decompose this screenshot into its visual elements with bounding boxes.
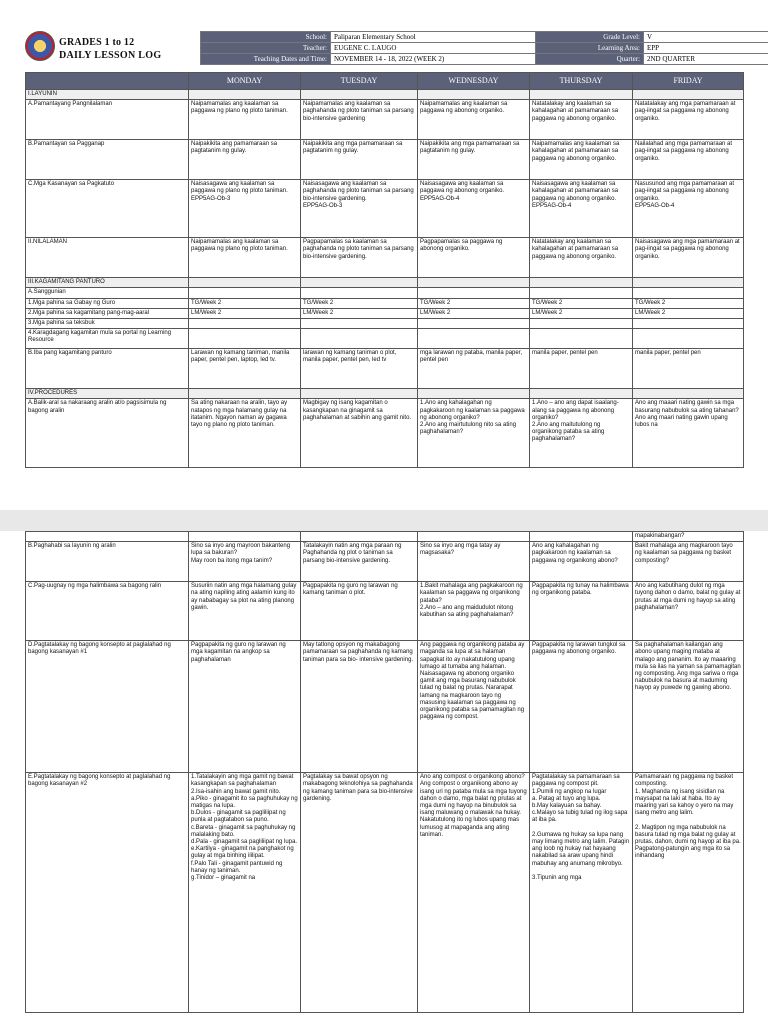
cell-tuesday: [301, 278, 418, 288]
cell-friday: Sa paghahalaman kailangan ang abono upang maging mataba at malago ang pananim. Ito ay maaaring mula sa ilas na yaman sa pamamagitan ng composting. Ang mga sariwa o mga nabubulok na basura at maduming hayop ay puwede ng gawing abono.: [633, 641, 744, 773]
cell-friday: mapakinabangan?: [633, 532, 744, 542]
cell-wednesday: Ang paggawa ng organikong pataba ay maganda sa lupa at sa halaman sapagkat ito ay nakatutulong upang lumago at tumaba ang halaman. Naisasagawa ng abonong organiko gamit ang mga basurang nabubulok tulad ng balat ng prutas. Nararapat lamang na magkaroon tayo ng masusing kaalaman sa paggawa ng organikong pataba sa pamamagitan ng paggawa ng compost.: [418, 641, 530, 773]
lesson-row: [26, 319, 744, 329]
day-header-friday: FRIDAY: [633, 73, 744, 90]
cell-tuesday: Pagpapakita ng guro ng larawan ng kamang taniman o plot.: [301, 582, 418, 641]
row-label: C.Mga Kasanayan sa Pagkatuto: [26, 180, 189, 238]
dates-label: Teaching Dates and Time:: [201, 54, 331, 65]
cell-tuesday: [301, 90, 418, 100]
cell-thursday: [530, 389, 633, 399]
row-label: III.KAGAMITANG PANTURO: [26, 278, 189, 288]
cell-monday: LM/Week 2: [189, 308, 301, 318]
cell-monday: TG/Week 2: [189, 298, 301, 308]
cell-monday: [189, 288, 301, 298]
cell-thursday: [530, 288, 633, 298]
teacher-value: EUGENE C. LAUGO: [331, 43, 536, 54]
cell-thursday: [530, 319, 633, 329]
cell-friday: Nailalahad ang mga pamamaraan at pag-iingat sa paggawa ng abonong organiko.: [633, 140, 744, 180]
dates-value: NOVEMBER 14 - 18, 2022 (WEEK 2): [331, 54, 536, 65]
cell-wednesday: Ano ang compost o organikong abono? Ang compost o organikong abono ay isang uri ng pataba mula sa mga tuyong dahon o damo, mga balat ng prutas at mga dumi ng hayop na binubulok sa isang maluwang o malawak na hukay. Nakatutulong ito ng lubos upang mas lumusog at mapaganda ang ating taniman.: [418, 773, 530, 1013]
cell-friday: [633, 278, 744, 288]
cell-friday: manila paper, pentel pen: [633, 349, 744, 389]
cell-monday: [189, 90, 301, 100]
cell-tuesday: May tatlong opsyon ng makabagong pamamaraan sa paghahanda ng kamang taniman para sa bio- intensive gardening.: [301, 641, 418, 773]
cell-friday: Ano ang maaari nating gawin sa mga basurang nabubulok sa ating tahanan? Ano ang maari nating gawin upang lubos na: [633, 399, 744, 468]
cell-wednesday: LM/Week 2: [418, 308, 530, 318]
day-header-monday: MONDAY: [189, 73, 301, 90]
cell-tuesday: Naipakikita ang mga pamamaraan sa pagtatanim ng gulay.: [301, 140, 418, 180]
cell-friday: TG/Week 2: [633, 298, 744, 308]
cell-thursday: [530, 329, 633, 349]
deped-seal-icon: [25, 31, 55, 61]
cell-friday: [633, 288, 744, 298]
cell-thursday: Ano ang kahalagahan ng pagkakaroon ng kaalaman sa paggawa ng organikong abono?: [530, 542, 633, 582]
cell-friday: LM/Week 2: [633, 308, 744, 318]
row-label: A.Pamantayang Pangnilalaman: [26, 100, 189, 140]
lesson-row: [26, 278, 744, 288]
grade-level-label: Grade Level:: [536, 32, 644, 43]
cell-tuesday: [301, 389, 418, 399]
cell-tuesday: TG/Week 2: [301, 298, 418, 308]
cell-monday: 1.Tatalakayin ang mga gamit ng bawat kasangkapan sa paghahalaman 2.Isa-isahin ang bawat gamit nito. a.Piko - ginagamit ito sa paghuhukay ng matigas na lupa. b.Dulos - ginagamit sa pagliliipat ng punla at pagtatabon sa puno. c.Bareta - ginagamit sa paghuhukay ng malalaking bato. d.Pala - ginagamit sa pagliliipat ng lupa. e.Kartilya - ginagamit na panghakot ng gulay at mga binhing ililipat. f.Palo Tali - ginagamit pantuwid ng hanay ng taniman. g.Tinidor – ginagamit na: [189, 773, 301, 1013]
lesson-row: [26, 238, 744, 278]
cell-thursday: Natatalakay ang kaalaman sa kahalagahan at pamamaraan sa paggawa ng abonong organiko.: [530, 100, 633, 140]
cell-monday: Pagpapakita ng guro ng larawan ng mga kagamitan na angkop sa paghahalaman: [189, 641, 301, 773]
lesson-row: [26, 641, 744, 773]
lesson-row: [26, 90, 744, 100]
row-label: 2.Mga pahina sa kagamitang pang-mag-aaral: [26, 308, 189, 318]
quarter-label: Quarter:: [536, 54, 644, 65]
teacher-label: Teacher:: [201, 43, 331, 54]
cell-thursday: Pagtatalakay sa pamamaraan sa paggawa ng compost pit. 1.Pumili ng angkop na lugar a. Patag at tuyo ang lupa. b.May kalayuan sa bahay. c.Malayo sa tubig tulad ng ilog sapa at iba pa. 2.Gumawa ng hukay sa lupa nang may limang metro ang lalim. Patagin ang loob ng hukay nat hayaang nakabilad sa araw upang hindi mabuhay ang anumang mikrobyo. 3.Tipunin ang mga: [530, 773, 633, 1013]
cell-friday: Pamamaraan ng paggawa ng basket composting. 1. Maghanda ng isang sisidlan na maysapat na laki at haba. Ito ay maaring yari sa kahoy o yero na may isang metro ang lalim. 2. Magtipon ng mga nabubulok na basura tulad ng mga balat ng gulay at prutas, dahon, dumi ng hayop at iba pa. Pagpatong-patungin ang mga ito sa inihandang: [633, 773, 744, 1013]
cell-wednesday: Pagpapamalas sa paggawa ng abonong organiko.: [418, 238, 530, 278]
lesson-row: [26, 308, 744, 318]
cell-wednesday: 1.Bakit mahalaga ang pagkakaroon ng kaalaman sa paggawa ng organikong pataba? 2.Ano – ano ang maidudulot nitong kabutihan sa ating paghahalaman?: [418, 582, 530, 641]
day-header-wednesday: WEDNESDAY: [418, 73, 530, 90]
cell-wednesday: [418, 288, 530, 298]
cell-monday: Naipakikita ang pamamaraan sa pagtatanim ng gulay.: [189, 140, 301, 180]
cell-wednesday: mga larawan ng pataba, manila paper, pentel pen: [418, 349, 530, 389]
cell-monday: Naipamamalas ang kaalaman sa paggawa ng plano ng ploto taniman.: [189, 238, 301, 278]
cell-monday: [189, 532, 301, 542]
cell-wednesday: [418, 278, 530, 288]
page-one: [0, 0, 768, 510]
cell-monday: [189, 329, 301, 349]
row-label: E.Pagtatalakay ng bagong konsepto at paglalahad ng bagong kasanayan #2: [26, 773, 189, 1013]
lesson-row: [26, 298, 744, 308]
cell-wednesday: Sino sa inyo ang mga tatay ay magsasaka?: [418, 542, 530, 582]
cell-friday: [633, 90, 744, 100]
lesson-row: [26, 288, 744, 298]
cell-tuesday: Naisasagawa ang kaalaman sa paghahanda ng ploto taniman sa parsang bio-intensive gardening. EPP5AG-Ob-3: [301, 180, 418, 238]
cell-tuesday: Pagtalakay sa bawat opsyon ng makabagong teknolohiya sa paghahanda ng kamang taniman para sa bio-intensive gardening.: [301, 773, 418, 1013]
cell-thursday: Naipamamalas ang kaalaman sa kahalagahan at pamamaraan sa paggawa ng abonong organiko.: [530, 140, 633, 180]
page-divider: [0, 510, 768, 531]
day-header-tuesday: TUESDAY: [301, 73, 418, 90]
header-title: GRADES 1 to 12: [59, 37, 135, 48]
cell-tuesday: [301, 319, 418, 329]
row-label: C.Pag-uugnay ng mga halimbawa sa bagong ralin: [26, 582, 189, 641]
cell-thursday: [530, 278, 633, 288]
cell-wednesday: 1.Ano ang kahalagahan ng pagkakaroon ng kaalaman sa paggawa ng abonong organiko? 2.Ano ang mairtutulong nito sa ating paghahalaman?: [418, 399, 530, 468]
cell-wednesday: Naipamamalas ang kaalaman sa paggawa ng abonong organiko.: [418, 100, 530, 140]
blank-header-cell: [26, 73, 189, 90]
cell-friday: Bakit mahalaga ang magkaroon tayo ng kaalaman sa paggawa ng basket composting?: [633, 542, 744, 582]
lesson-row: [26, 100, 744, 140]
row-label: A.Sanggunian: [26, 288, 189, 298]
cell-wednesday: [418, 319, 530, 329]
cell-tuesday: Pagpapamalas sa kaalaman sa paghahanda ng ploto taniman sa parsang bio-intensive gardening.: [301, 238, 418, 278]
quarter-value: 2ND QUARTER: [644, 54, 768, 65]
row-label: I.LAYUNIN: [26, 90, 189, 100]
cell-tuesday: [301, 288, 418, 298]
lesson-row: [26, 180, 744, 238]
row-label: 3.Mga pahina sa teksbuk: [26, 319, 189, 329]
cell-tuesday: Tatalakayin natin ang mga paraan ng Paghahanda ng plot o taniman sa parsang bio-intensive gardening.: [301, 542, 418, 582]
lesson-table-page-1: [25, 72, 744, 468]
lesson-row: [26, 349, 744, 389]
school-label: School:: [201, 32, 331, 43]
page-two: [0, 531, 768, 1024]
row-label: 4.Karagdagang kagamitan mula sa portal ng Learning Resource: [26, 329, 189, 349]
row-label: B.Iba pang kagamitang panturo: [26, 349, 189, 389]
header-subtitle: DAILY LESSON LOG: [59, 50, 162, 61]
school-value: Paliparan Elementary School: [331, 32, 536, 43]
cell-friday: [633, 319, 744, 329]
cell-friday: Naisasagawa ang mga pamamaraan at pag-iingat sa paggawa ng abonong organiko.: [633, 238, 744, 278]
learning-area-label: Learning Area:: [536, 43, 644, 54]
lesson-row: [26, 389, 744, 399]
cell-monday: [189, 278, 301, 288]
cell-wednesday: Naisasagawa ang kaalaman sa paggawa ng abonong organiko. EPP5AG-Ob-4: [418, 180, 530, 238]
cell-thursday: TG/Week 2: [530, 298, 633, 308]
lesson-row: [26, 582, 744, 641]
header-info-table: [200, 31, 768, 65]
cell-thursday: Naisasagawa ang kaalaman sa kahalagahan at pamamaraan sa paggawa ng abonong organiko. EPP5AG-Ob-4: [530, 180, 633, 238]
cell-friday: [633, 389, 744, 399]
cell-tuesday: Naipamamalas ang kaalaman sa paghahanda ng ploto taniman sa parsang bio-intensive gardening: [301, 100, 418, 140]
cell-thursday: manila paper, pentel pen: [530, 349, 633, 389]
cell-thursday: 1.Ano – ano ang dapat isaalang-alang sa paggawa ng abonong organiko? 2.Ano ang maitutulong ng organikong pataba sa ating paghahalaman?: [530, 399, 633, 468]
day-header-row: [26, 73, 744, 90]
cell-wednesday: [418, 90, 530, 100]
lesson-row: [26, 140, 744, 180]
cell-tuesday: LM/Week 2: [301, 308, 418, 318]
cell-friday: Nasusunod ang mga pamamaraan at pag-iingat sa paggawa ng abonong organiko. EPP5AG-Ob-4: [633, 180, 744, 238]
grade-level-value: V: [644, 32, 768, 43]
row-label: [26, 532, 189, 542]
row-label: D.Pagtatalakay ng bagong konsepto at paglalahad ng bagong kasanayan #1: [26, 641, 189, 773]
cell-monday: Naipamamalas ang kaalaman sa paggawa ng plano ng ploto taniman.: [189, 100, 301, 140]
lesson-row: [26, 532, 744, 542]
cell-monday: Sino sa inyo ang mayroon bakanteng lupa sa bakuran? May roon ba itong mga tanim?: [189, 542, 301, 582]
lesson-row: [26, 773, 744, 1013]
cell-wednesday: Naipakikita ang mga pamamaraan sa pagtatanim ng gulay.: [418, 140, 530, 180]
cell-thursday: [530, 90, 633, 100]
cell-wednesday: TG/Week 2: [418, 298, 530, 308]
cell-thursday: Natatalakay ang kaalaman sa kahalagahan at pamamaraan sa paggawa ng abonong organiko.: [530, 238, 633, 278]
row-label: B.Paghahabi sa layunin ng aralin: [26, 542, 189, 582]
cell-tuesday: Magbigay ng isang kagamitan o kasangkapan na ginagamit sa paghahalaman at sabihin ang gamit nito.: [301, 399, 418, 468]
cell-friday: Natatalakay ang mga pamamaraan at pag-iingat sa paggawa ng abonong organiko.: [633, 100, 744, 140]
row-label: II.NILALAMAN: [26, 238, 189, 278]
cell-thursday: Pagpapakita ng tunay na halimbawa ng organikong pataba.: [530, 582, 633, 641]
row-label: 1.Mga pahina sa Gabay ng Guro: [26, 298, 189, 308]
cell-tuesday: [301, 532, 418, 542]
row-label: B.Pamantayan sa Pagganap: [26, 140, 189, 180]
lesson-row: [26, 329, 744, 349]
cell-tuesday: larawan ng kamang taniman o plot, manila paper, pentel pen, led tv: [301, 349, 418, 389]
cell-wednesday: [418, 329, 530, 349]
cell-monday: Susuriin natin ang mga halamang gulay na ating napiling ating aalamin kung ito ay nababagay sa plot na ating planong gawin.: [189, 582, 301, 641]
cell-wednesday: [418, 389, 530, 399]
cell-friday: Ano ang kabutihang dulot ng mga tuyong dahon o damo, balat ng gulay at prutas at mga dumi ng hayop sa ating paghahalaman?: [633, 582, 744, 641]
cell-thursday: [530, 532, 633, 542]
cell-monday: Naisasagawa ang kaalaman sa paggawa ng plano ng ploto taniman. EPP5AG-Ob-3: [189, 180, 301, 238]
day-header-thursday: THURSDAY: [530, 73, 633, 90]
cell-thursday: LM/Week 2: [530, 308, 633, 318]
lesson-table-page-2: [25, 531, 744, 1013]
lesson-row: [26, 399, 744, 468]
cell-friday: [633, 329, 744, 349]
row-label: IV.PROCEDURES: [26, 389, 189, 399]
cell-monday: Sa ating nakaraan na aralin, tayo ay natapos ng mga halamang gulay na itatanim. Ngayon naman ay gagawa tayo ng plano ng ploto taniman.: [189, 399, 301, 468]
learning-area-value: EPP: [644, 43, 768, 54]
cell-monday: Larawan ng kamang taniman, manila paper, pentel pen, laptop, led tv.: [189, 349, 301, 389]
cell-thursday: Pagpapakita ng larawan tungkol sa paggawa ng abonong organiko.: [530, 641, 633, 773]
cell-wednesday: [418, 532, 530, 542]
cell-monday: [189, 319, 301, 329]
cell-tuesday: [301, 329, 418, 349]
row-label: A.Balik-aral sa nakaraang aralin at/o pagsisimula ng bagong aralin: [26, 399, 189, 468]
cell-monday: [189, 389, 301, 399]
lesson-row: [26, 542, 744, 582]
